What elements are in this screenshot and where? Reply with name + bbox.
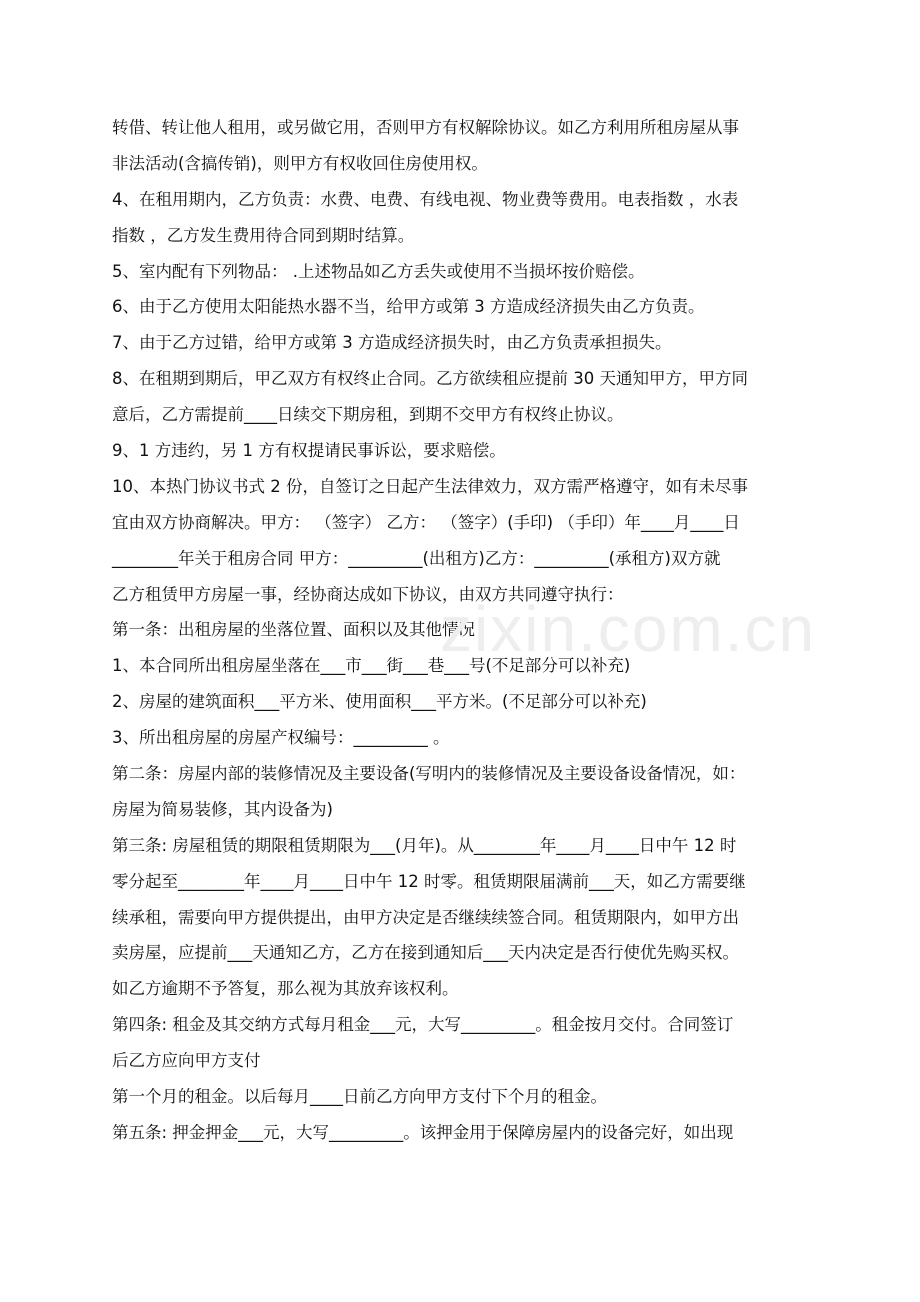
text-line: 5、室内配有下列物品： .上述物品如乙方丢失或使用不当损坏按价赔偿。 xyxy=(112,261,645,281)
text-line: 房屋为简易装修，其内设备为) xyxy=(112,799,333,819)
section-heading: 第二条：房屋内部的装修情况及主要设备(写明内的装修情况及主要设备设备情况，如： xyxy=(112,764,746,784)
text-line: 续承租，需要向甲方提供提出，由甲方决定是否继续续签合同。租赁期限内，如甲方出 xyxy=(112,907,739,927)
section-heading: 第三条: 房屋租赁的期限租赁期限为___(月年)。从________年____月____日中午 12 时 xyxy=(112,835,737,855)
text-line: 6、由于乙方使用太阳能热水器不当，给甲方或第 3 方造成经济损失由乙方负责。 xyxy=(112,297,705,317)
text-line: 卖房屋，应提前___天通知乙方，乙方在接到通知后___天内决定是否行使优先购买权。 xyxy=(112,943,739,963)
text-line: 2、房屋的建筑面积___平方米、使用面积___平方米。(不足部分可以补充) xyxy=(112,692,647,712)
text-line: 4、在租用期内，乙方负责：水费、电费、有线电视、物业费等费用。电表指数 ，水表 xyxy=(112,189,739,209)
text-line: 零分起至________年____月____日中午 12 时零。租赁期限届满前___天，如乙方需要继 xyxy=(112,871,746,891)
document-body xyxy=(112,110,828,1151)
text-line: 3、所出租房屋的房屋产权编号：_________ 。 xyxy=(112,728,450,748)
section-heading: 第五条: 押金押金___元，大写_________。该押金用于保障房屋内的设备完好，如出现 xyxy=(112,1122,734,1142)
watermark: zixin.com.cn xyxy=(440,593,817,665)
text-line: 乙方租赁甲方房屋一事，经协商达成如下协议，由双方共同遵守执行： xyxy=(112,584,624,604)
text-line: 第一个月的租金。以后每月____日前乙方向甲方支付下个月的租金。 xyxy=(112,1087,607,1107)
section-heading: 第四条: 租金及其交纳方式每月租金___元，大写_________。租金按月交付。合同签订 xyxy=(112,1015,734,1035)
text-line: 8、在租期到期后，甲乙双方有权终止合同。乙方欲续租应提前 30 天通知甲方，甲方同 xyxy=(112,369,748,389)
text-line: 后乙方应向甲方支付 xyxy=(112,1051,261,1071)
section-heading: 第一条：出租房屋的坐落位置、面积以及其他情况 xyxy=(112,620,475,640)
text-line: 7、由于乙方过错，给甲方或第 3 方造成经济损失时，由乙方负责承担损失。 xyxy=(112,333,672,353)
text-line: 意后，乙方需提前____日续交下期房租，到期不交甲方有权终止协议。 xyxy=(112,405,624,425)
text-line: 非法活动(含搞传销)，则甲方有权收回住房使用权。 xyxy=(112,153,488,173)
text-line: 转借、转让他人租用，或另做它用，否则甲方有权解除协议。如乙方利用所租房屋从事 xyxy=(112,118,739,137)
text-line: 9、1 方违约，另 1 方有权提请民事诉讼，要求赔偿。 xyxy=(112,441,506,461)
text-line: 如乙方逾期不予答复，那么视为其放弃该权利。 xyxy=(112,979,459,999)
text-line: 1、本合同所出租房屋坐落在___市___街___巷___号(不足部分可以补充) xyxy=(112,656,631,676)
text-line: 宜由双方协商解决。甲方： （签字） 乙方： （签字）(手印) （手印）年____月____日 xyxy=(112,512,740,532)
text-line: 指数 ，乙方发生费用待合同到期时结算。 xyxy=(112,225,415,245)
text-line: ________年关于租房合同 甲方：_________(出租方)乙方：_________(承租方)双方就 xyxy=(112,548,721,568)
text-line: 10、本热门协议书式 2 份，自签订之日起产生法律效力，双方需严格遵守，如有未尽事 xyxy=(112,476,748,496)
